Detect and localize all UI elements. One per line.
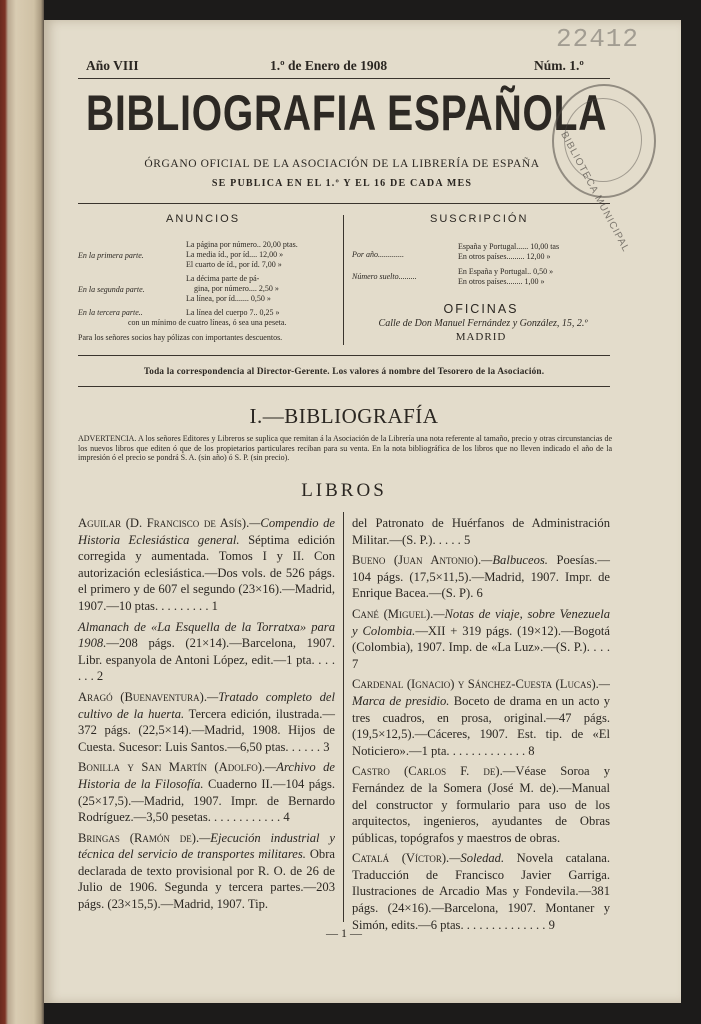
entry-author: Catalá (Víctor). xyxy=(352,851,450,866)
oficinas-heading: OFICINAS xyxy=(443,302,519,316)
correspondence-note: Toda la correspondencia al Director-Gerente. Los valores á nombre del Tesorero de la Asociación. xyxy=(143,366,545,376)
entry-author: Bueno (Juan Antonio). xyxy=(352,553,482,568)
bibliography-entry xyxy=(352,850,610,933)
entry-author: Cardenal (Ignacio) y Sánchez-Cuesta (Lucas). xyxy=(352,677,599,692)
suscripcion-rates: España y Portugal...... 10,00 tas En otros países......... 12,00 » xyxy=(458,242,560,261)
bibliography-entry xyxy=(78,830,335,913)
anuncio-rates: La línea del cuerpo 7.. 0,25 » con un mínimo de cuatro líneas, ó sea una peseta. xyxy=(128,308,287,327)
page-number: — 1 — xyxy=(326,926,362,940)
entry-details: —XII + 319 págs. (19×12).—Bogotá (Colombia), 1907. Imp. de «La Luz».—(S. P.). . . . 7 xyxy=(352,623,610,671)
suscripcion-label: Por año............. xyxy=(352,250,404,259)
entry-details: —208 págs. (21×14).—Barcelona, 1907. Libr. espanyola de Antoni López, edit.—1 pta. . . . . . . 2 xyxy=(78,636,335,684)
masthead-rule xyxy=(78,78,610,79)
advertencia: ADVERTENCIA. A los señores Editores y Libreros se suplica que remitan á la Asociación de la Librería una nota referente al tamaño, precio y otras circunstancias de los nuevos libros que editen ó que de los propietarios particulares reciban para su venta. En la nota bibliográfica de los libros que no lleven indicado el año de la impresión ó el precio se pondrá S. A. (sin año) ó S. P. (sin precio). xyxy=(78,434,612,463)
anuncio-rates: La página por número.. 20,00 ptas. La media íd., por íd.... 12,00 » El cuarto de íd., por íd. 7,00 » xyxy=(186,240,298,269)
entry-details: Novela catalana. Traducción de Francisco Javier Garriga. Ilustraciones de Arcadio Mas y Fondevila.—381 págs. (24×16).—Barcelona, 1907. Montaner y Simón, edits.—6 ptas. . . . . . . . . . . . . . 9 xyxy=(352,851,610,932)
anuncio-label: En la segunda parte. xyxy=(78,285,145,294)
entry-details: Séptima edición corregida y aumentada. Tomos I y II. Con autorización eclesiástica.—Dos vols. de 526 págs. el primero y de 607 el segundo (23×16).—Madrid, 1907.—10 ptas. . . . . . . . . 1 xyxy=(78,532,335,613)
right-column xyxy=(352,515,610,937)
suscripcion-rates: En España y Portugal.. 0,50 » En otros países........ 1,00 » xyxy=(458,267,554,286)
bibliography-entry xyxy=(352,606,610,672)
bibliography-entry xyxy=(352,763,610,846)
entry-author: Bonilla y San Martín (Adolfo). xyxy=(78,760,266,775)
entry-title: —Ejecución industrial y técnica del servicio de transportes militares. xyxy=(78,830,335,862)
bibliography-entry xyxy=(78,759,335,825)
entry-title: —Notas de viaje, sobre Venezuela y Colombia. xyxy=(352,606,610,638)
entry-author: Bringas (Ramón de). xyxy=(78,830,200,845)
entry-details: Obra declarada de texto provisional por R. O. de 26 de Julio de 1906. Segunda y tercera partes.—203 págs. (23×15,5).—Madrid, 1907. Tip. xyxy=(78,847,335,912)
column-divider xyxy=(343,215,344,345)
entry-details: Poesías.—104 págs. (17,5×11,5).—Madrid, 1907. Impr. de Enrique Bacea.—(S. P). 6 xyxy=(352,553,611,601)
accession-number: 22412 xyxy=(556,24,640,54)
subtitle: ÓRGANO OFICIAL DE LA ASOCIACIÓN DE LA LIBRERÍA DE ESPAÑA xyxy=(144,158,540,170)
entry-title: —Archivo de Historia de la Filosofía. xyxy=(78,760,335,791)
suscripcion-label: Número suelto......... xyxy=(352,272,417,281)
frequency: SE PUBLICA EN EL 1.º Y EL 16 DE CADA MES xyxy=(211,178,473,189)
entry-title: —Balbuceos. xyxy=(481,553,548,568)
entry-details: Tercera edición, ilustrada.—372 págs. (22,5×14).—Madrid, 1908. Hijos de Cuesta. Sucesor: Luis Santos.—6,50 ptas. . . . . . 3 xyxy=(78,706,335,754)
bibliography-entry xyxy=(78,515,335,615)
rule xyxy=(78,355,610,356)
section-title: I.—BIBLIOGRAFÍA xyxy=(249,404,439,428)
library-stamp xyxy=(552,84,656,255)
office-address: Calle de Don Manuel Fernández y González, 15, 2.º xyxy=(378,318,588,329)
entry-details: —Véase Soroa y Fernández de la Somera (José M. de).—Manual del constructor y formulario para uso de los arquitectos, ingenieros, ayudantes de Obras públicas, topógrafos y maestros de obras. xyxy=(352,764,610,845)
bibliography-entry xyxy=(352,676,610,759)
header-rule xyxy=(78,203,610,204)
entry-author: Aragó (Buenaventura). xyxy=(78,689,208,704)
anuncio-rates: La décima parte de pá- gina, por número.... 2,50 » La línea, por íd....... 0,50 » xyxy=(186,274,279,303)
bibliography-entry xyxy=(352,515,610,548)
entry-author: Aguilar (D. Francisco de Asís). xyxy=(78,516,250,530)
page-title: BIBLIOGRAFIA ESPAÑOLA xyxy=(86,85,608,141)
book-binding xyxy=(0,0,44,1024)
issue-number: Núm. 1.º xyxy=(534,58,584,73)
column-divider xyxy=(343,512,344,922)
entry-author: Cané (Miguel). xyxy=(352,606,434,621)
anuncio-label: En la tercera parte.. xyxy=(78,308,143,317)
entry-details: Cuaderno II.—104 págs. (25×17,5).—Madrid, 1907. Impr. de Bernardo Rodríguez.—3,50 pesetas. . . . . . . . . . . . 4 xyxy=(78,776,335,825)
entry-details: Boceto de drama en un acto y tres cuadros, en prosa, original.—47 págs. (19,5×12,5).—Cáceres, 1907. Est. tip. de «El Noticiero».—1 pta. . . . . . . . . . . . . 8 xyxy=(352,693,610,758)
suscripcion-heading: SUSCRIPCIÓN xyxy=(430,213,529,225)
issue-year: Año VIII xyxy=(86,58,139,73)
stamp-text: BIBLIOTECA MUNICIPAL xyxy=(558,130,632,255)
entry-title: —Soledad. xyxy=(449,851,505,866)
left-column xyxy=(78,515,335,917)
libros-heading: LIBROS xyxy=(301,480,387,501)
anuncio-label: En la primera parte. xyxy=(78,251,144,260)
office-city: MADRID xyxy=(455,331,507,343)
entry-author: Castro (Carlos F. de). xyxy=(352,764,503,779)
entry-title: Almanach de «La Esquella de la Torratxa» para 1908. xyxy=(78,619,335,651)
bibliography-entry xyxy=(78,619,335,685)
issue-date: 1.º de Enero de 1908 xyxy=(270,58,388,73)
anuncios-note: Para los señores socios hay pólizas con importantes descuentos. xyxy=(78,333,283,342)
entry-details: del Patronato de Huérfanos de Administración Militar.—(S. P.). . . . . 5 xyxy=(352,516,610,547)
anuncios-heading: ANUNCIOS xyxy=(166,213,241,225)
entry-title: —Compendio de Historia Eclesiástica general. xyxy=(78,516,335,547)
rule xyxy=(78,386,610,387)
entry-title: —Marca de presidio. xyxy=(352,677,610,708)
entry-title: —Tratado completo del cultivo de la huerta. xyxy=(78,689,335,721)
bibliography-entry xyxy=(352,552,610,602)
bibliography-entry xyxy=(78,689,335,755)
